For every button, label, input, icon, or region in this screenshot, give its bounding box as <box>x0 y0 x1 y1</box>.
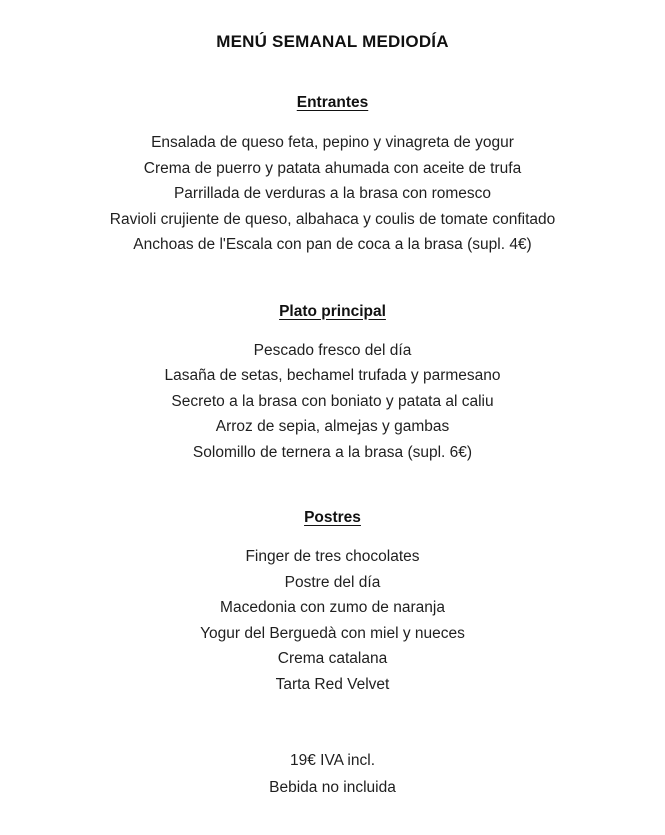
section-postres <box>40 509 625 697</box>
list-item: Postre del día <box>284 573 381 591</box>
section-heading-postres: Postres <box>304 509 361 526</box>
list-item: Solomillo de ternera a la brasa (supl. 6€) <box>192 443 473 461</box>
item-list-entrantes <box>40 130 625 258</box>
list-item: Macedonia con zumo de naranja <box>220 599 445 616</box>
list-item: Crema de puerro y patata ahumada con aceite de trufa <box>143 159 522 177</box>
section-heading-plato-principal: Plato principal <box>279 302 386 320</box>
section-plato-principal <box>40 303 625 466</box>
list-item: Ensalada de queso feta, pepino y vinagreta de yogur <box>151 134 514 151</box>
list-item: Anchoas de l'Escala con pan de coca a la brasa (supl. 4€) <box>133 236 532 253</box>
list-item: Crema catalana <box>277 650 388 667</box>
list-item: Ravioli crujiente de queso, albahaca y coulis de tomate confitado <box>109 210 556 228</box>
menu-note: Bebida no incluida <box>269 779 396 796</box>
page-title: MENÚ SEMANAL MEDIODÍA <box>216 32 449 51</box>
list-item: Parrillada de verduras a la brasa con romesco <box>173 185 492 202</box>
list-item: Finger de tres chocolates <box>245 548 420 565</box>
list-item: Yogur del Berguedà con miel y nueces <box>200 624 465 642</box>
list-item: Pescado fresco del día <box>253 341 412 359</box>
list-item: Lasaña de setas, bechamel trufada y parmesano <box>164 367 501 384</box>
section-entrantes <box>40 94 625 258</box>
item-list-postres <box>40 544 625 697</box>
list-item: Secreto a la brasa con boniato y patata al caliu <box>171 392 494 410</box>
menu-price: 19€ IVA incl. <box>289 752 375 769</box>
item-list-plato-principal <box>40 338 625 466</box>
list-item: Tarta Red Velvet <box>275 675 390 693</box>
list-item: Arroz de sepia, almejas y gambas <box>215 418 450 435</box>
menu-footer <box>40 747 625 801</box>
section-heading-entrantes: Entrantes <box>296 94 369 111</box>
